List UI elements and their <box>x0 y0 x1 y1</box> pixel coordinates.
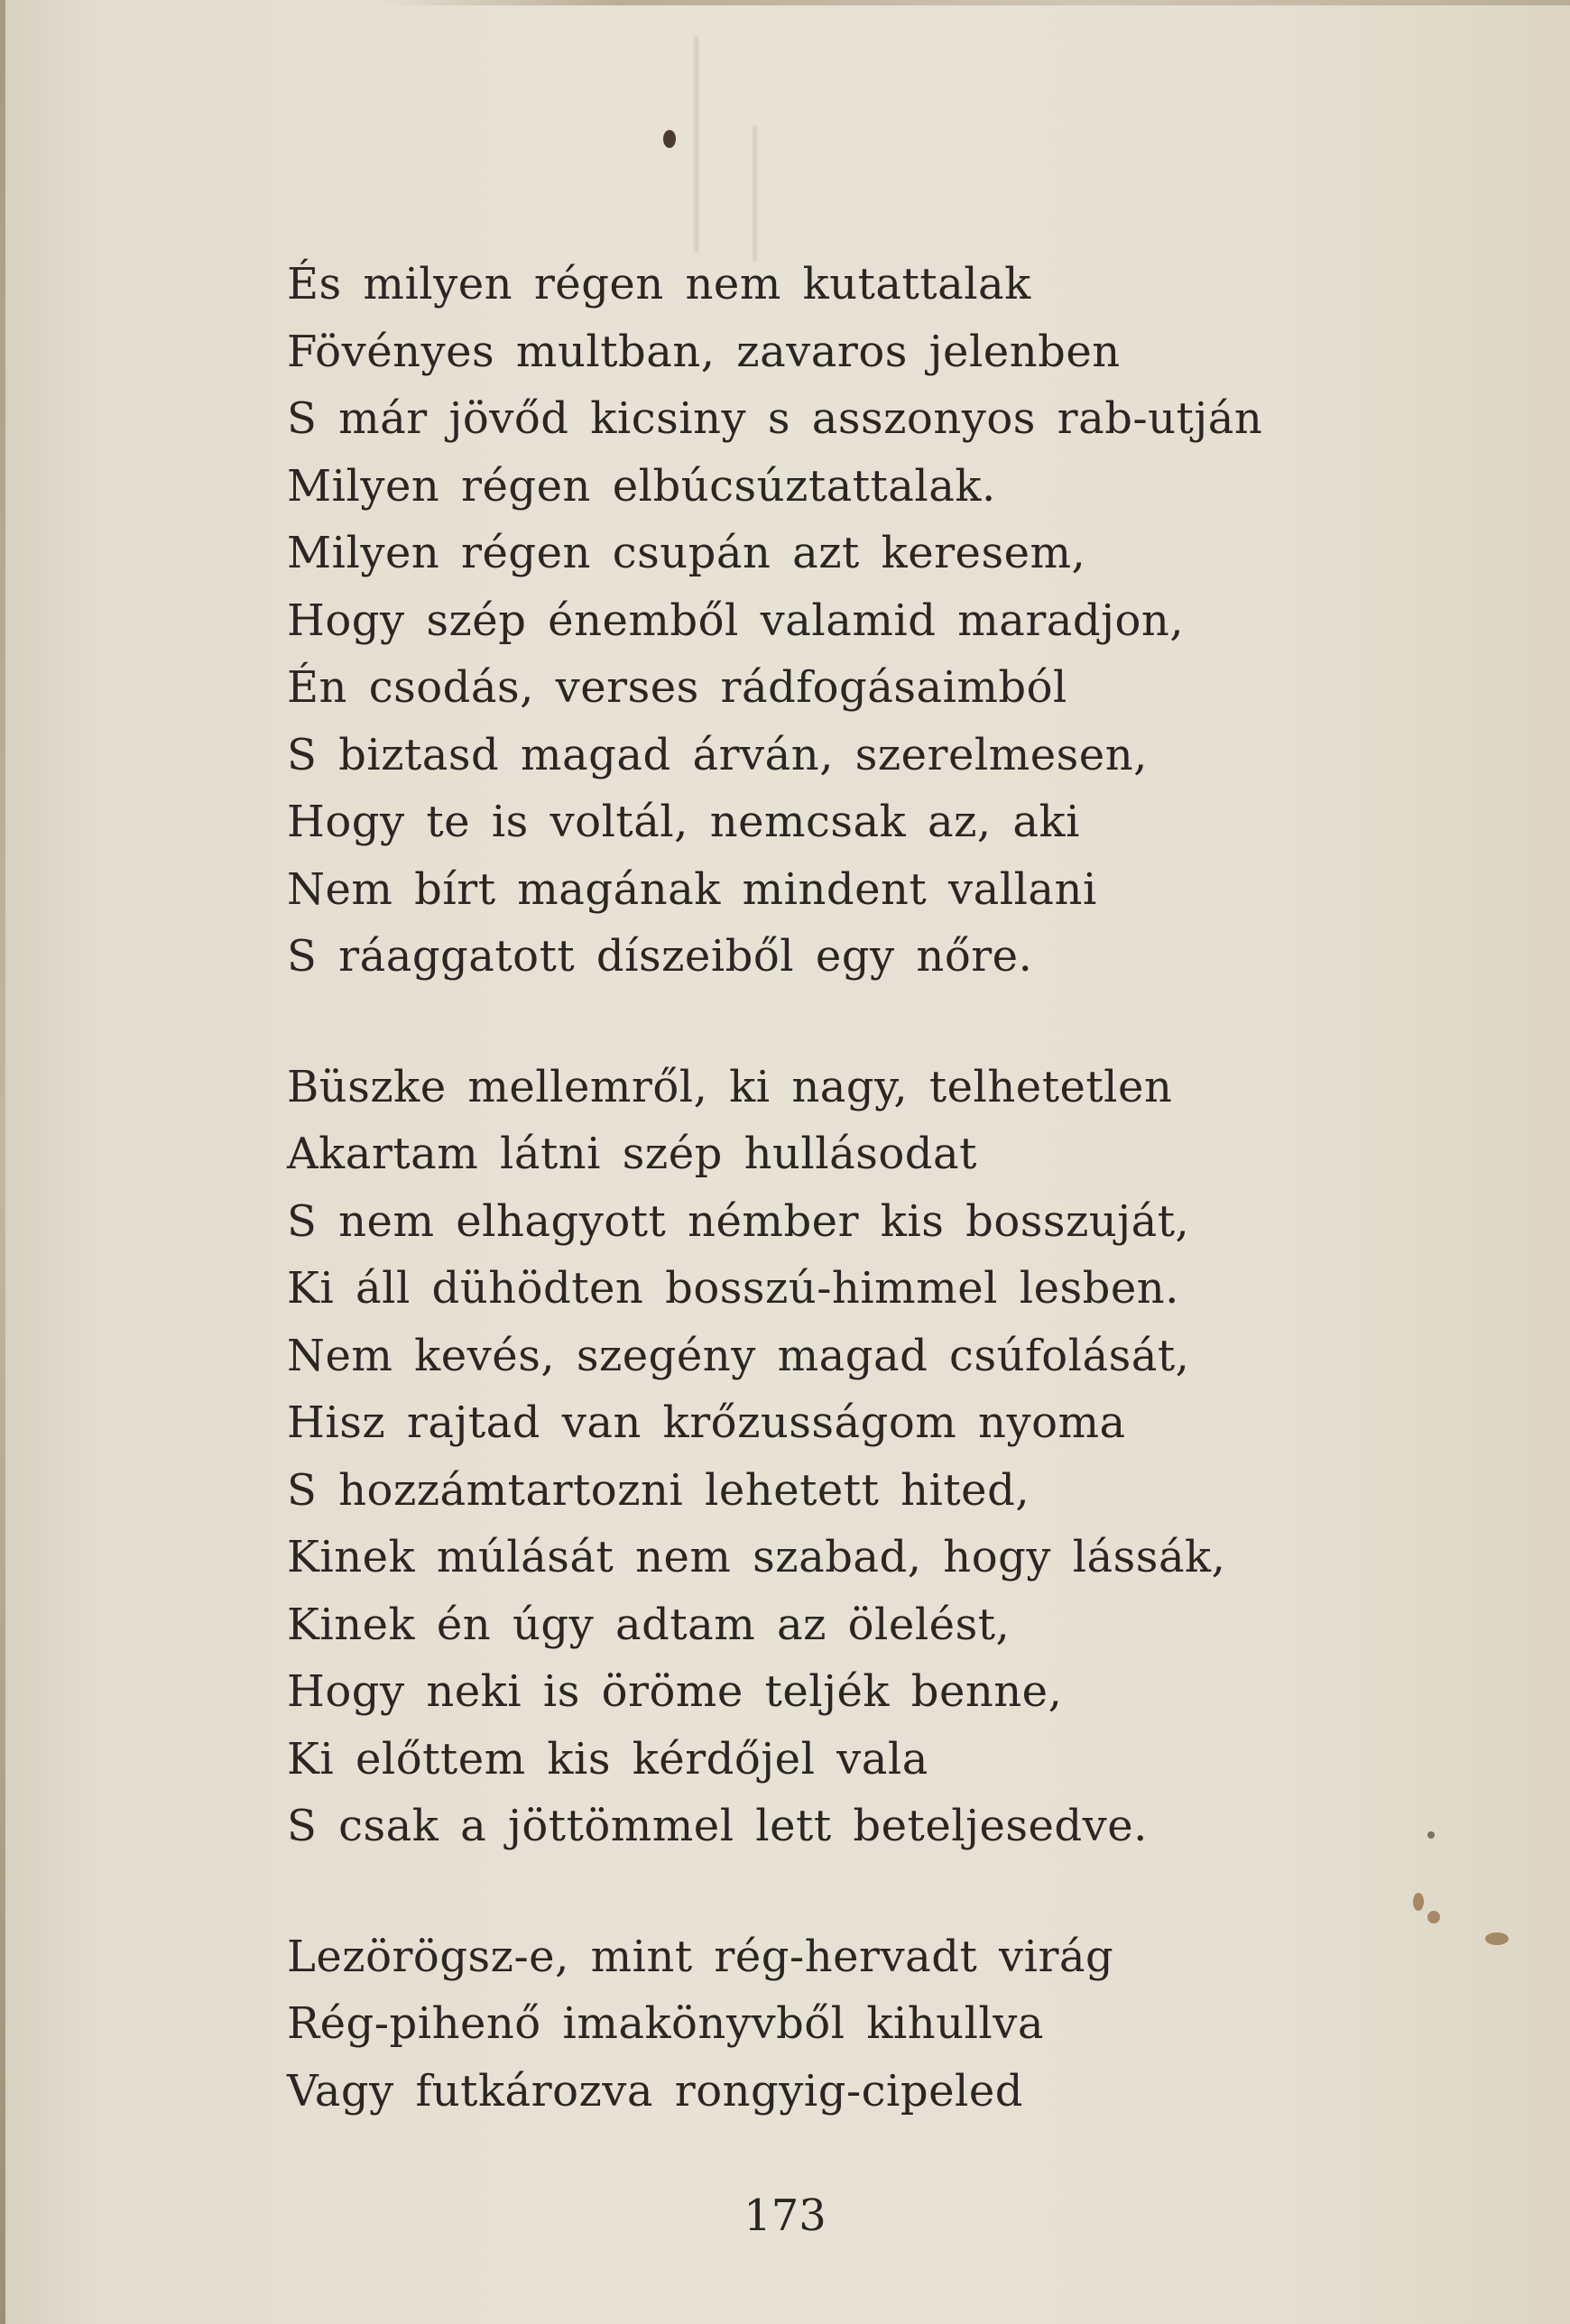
poem-line: Vagy futkározva rongyig-cipeled <box>287 2065 1024 2116</box>
poem-line: S csak a jöttömmel lett beteljesedve. <box>287 1801 1148 1851</box>
ink-spot-mark <box>663 130 676 148</box>
poem-line: Ki előttem kis kérdőjel vala <box>287 1733 928 1784</box>
poem-line: Nem bírt magának mindent vallani <box>287 863 1097 915</box>
poem-line: Akartam látni szép hullásodat <box>287 1129 977 1179</box>
stain-spot <box>1485 1932 1509 1945</box>
poem-line: Milyen régen csupán azt keresem, <box>287 528 1086 578</box>
page-left-edge <box>0 0 5 2324</box>
poem-line: Milyen régen elbúcsúztattalak. <box>287 460 996 512</box>
poem-line: Ki áll dühödten bosszú-himmel lesben. <box>287 1263 1179 1314</box>
stain-spot <box>1413 1893 1424 1911</box>
poem-line: Én csodás, verses rádfogásaimból <box>287 662 1067 713</box>
poem-line: Rég-pihenő imakönyvből kihullva <box>287 1998 1045 2049</box>
poem-line: S biztasd magad árván, szerelmesen, <box>287 729 1148 780</box>
poem-line: Hogy te is voltál, nemcsak az, aki <box>287 797 1080 847</box>
stanza-3 <box>287 1923 1262 2126</box>
poem-line: S nem elhagyott némber kis bosszuját, <box>287 1195 1190 1247</box>
page-top-edge <box>379 0 1570 5</box>
poem-text <box>287 251 1262 2125</box>
poem-line: S hozzámtartozni lehetett hited, <box>287 1464 1030 1516</box>
stanza-2 <box>287 1054 1262 1860</box>
paper-crease <box>753 126 756 262</box>
poem-line: Büszke mellemről, ki nagy, telhetetlen <box>287 1061 1173 1112</box>
poem-line: Fövényes multban, zavaros jelenben <box>287 326 1121 377</box>
poem-line: Lezörögsz-e, mint rég-hervadt virág <box>287 1931 1114 1982</box>
stain-spot <box>1427 1831 1435 1839</box>
poem-line: S ráaggatott díszeiből egy nőre. <box>287 931 1033 982</box>
stanza-1 <box>287 251 1262 991</box>
poem-line: Kinek múlását nem szabad, hogy lássák, <box>287 1532 1226 1582</box>
poem-line: S már jövőd kicsiny s asszonyos rab-utján <box>287 393 1263 444</box>
stain-spot <box>1427 1911 1440 1923</box>
paper-crease <box>695 36 697 253</box>
poem-line: És milyen régen nem kutattalak <box>287 259 1031 309</box>
poem-line: Hisz rajtad van krőzusságom nyoma <box>287 1397 1126 1448</box>
page-number: 173 <box>743 2190 827 2241</box>
poem-line: Hogy neki is öröme teljék benne, <box>287 1666 1063 1717</box>
poem-line: Nem kevés, szegény magad csúfolását, <box>287 1330 1190 1381</box>
poem-line: Kinek én úgy adtam az ölelést, <box>287 1599 1011 1650</box>
poem-line: Hogy szép énemből valamid maradjon, <box>287 595 1185 646</box>
